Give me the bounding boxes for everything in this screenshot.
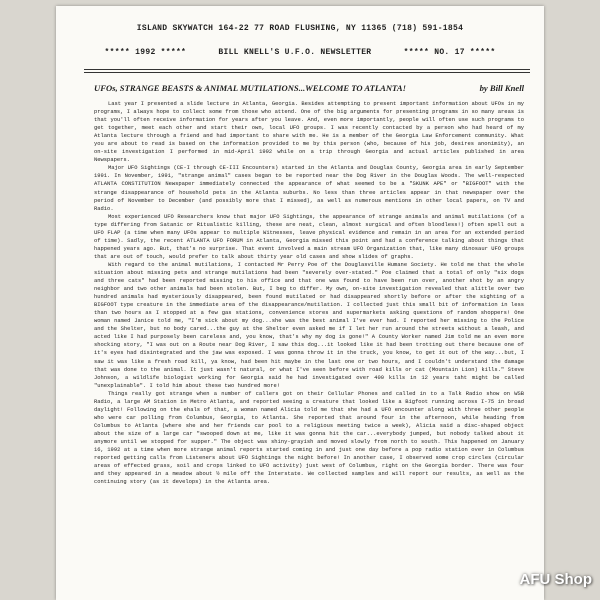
issue-field: ***** NO. 17 *****	[403, 48, 496, 57]
article-title-row	[94, 83, 524, 93]
article-byline: by Bill Knell	[479, 83, 524, 93]
header-divider-top	[84, 69, 530, 70]
article-paragraph: Things really got strange when a number of callers got on their Cellular Phones and called in to a Talk Radio show on WSB Radio, a large AM Station in Metro Atlanta, and reported seeing a creature that looked like a Bigfoot running across I-75 in broad daylight! Following on the ehals of that, a woman named Alicia told me that she had a UFO encounter along with three other people who were car polling from Columbus, Georgia, to Atlanta. She reported that around four in the afternoon, while heading from Columbus to Atlanta (where she and her friends car pool to a religious meeting twice a week), Alicia said a disc-shaped object about the size of a large car "swooped down at me, like it was gonna hit the car...everybody jumped, but nobody talked about it anymore until we stopped for supper." The object was shiny-grayish and moved slowly from north to south. This happened on January 16, 1992 at a time when more strange animal reports started coming in and just one day before a pop radio station over in Columbus reported getting calls from Listeners about UFO Sightings the night before! In another case, I observed some crop circles (circular areas of effected grass, soil and crops linked to UFO activity) just west of Columbus, right on the Georgia border. There was four and they appeared in a meadow about ½ mile off the Interstate. We collected samples and will report our results, as well as the continuing story (as it develops) in the Atlanta area.	[94, 389, 524, 486]
newsletter-title: BILL KNELL'S U.F.O. NEWSLETTER	[218, 48, 372, 57]
shop-watermark: AFU Shop	[519, 571, 592, 588]
article-title: UFOs, STRANGE BEASTS & ANIMAL MUTILATIONS...WELCOME TO ATLANTA!	[94, 83, 406, 93]
newsletter-page	[56, 6, 544, 600]
masthead-address: ISLAND SKYWATCH 164-22 77 ROAD FLUSHING, NY 11365 (718) 591-1854	[136, 24, 464, 33]
article-paragraph: Major UFO Sightings (CE-I through CE-III Encounters) started in the Atlanta and Douglas County, Georgia area in early September 1991. In November, 1991, "strange animal" cases began to be reported near the Dog River in the Douglas Woods. The well-respected ATLANTA CONSTITUTION Newspaper immediately connected the appearance of what seemed to be a "SKUNK APE" or "BIGFOOT" with the strange disappearance of household pets in the Atlanta suburbs. No less than three articles appear in that newspaper over the period of November to December (and possibly more that I missed), as well as numerous mentions in other local papers, on TV and Radio.	[94, 164, 524, 212]
year-field: ***** 1992 *****	[104, 48, 187, 57]
article-paragraph: With regard to the animal mutilations, I contacted Mr Perry Poe of the Douglasville Humane Society. He told me that the whole situation about missing pets and strange mutilations had been "severely over-stated." Poe claimed that a total of only "six dogs and three cats" had been reported missing to his office and that one was found to have been run over, another shot by an angry neighbor and two other animals had been stolen. But, I beg to differ. My own, on-site investigation revealed that alittle over two hundred animals had mysteriously disappeared, been found mutilated or had disappeared shortly before or after the sighting of a BIGFOOT type creature in the immediate area of the disappearance/mutilation. I collected just this small bit of information in less than two hours as I stopped at a few gas stations, convenience stores and supermarkets asking questions of random shoppers! One woman named Janice told me, "I'm sick about my dog...she was the best animal I've ever had. I reported her missing to the Police and the Shelter, but no body cared...the guy at the Shelter even asked me if I let her run around the streets without a leash, and acted like I had purposely been careless and, you know, that's why my dog is gone!" A County Worker named Jim told me an even more shocking story, "I was out on a Route near Dog River, I saw this dog...it looked like it had been trotting out there because one of it's eyes had disintegrated and the jaw was exposed. I was gonna throw it in the truck, you know, to get it out of the way...but, I saw it was like a fresh road kill, ya know, had been hit maybe in the last one or two hours, and I couldn't understand the damage that was done to the animal. It just wasn't natural, or what I've seen before with road kills or cat (Mountain Lion) kills." Steve Johnson, a wildlife biologist working for Georgia said he had investigated over 400 kills in 12 years taht might be called "unexplainable". I told him about these two hundred more!	[94, 260, 524, 389]
article-paragraph: Last year I presented a slide lecture in Atlanta, Georgia. Besides attempting to present important information about UFOs in my programs, I always hope to collect some from those who attend. One of the big arguments for presenting programs in so many areas is that you'll often receive information for years after you leave. And, even more importantly, people will often use such programs to get together, meet each other and start their own, local UFO groups. I was recently contacted by a person who had heard of my Atlanta lecture through a friend and had important to share with me. He is a member of the Georgia Law Enforcement community. What you are about to read is based on the information provided to me by this person (who, because of his job, desires anonimity), an on-site investigation I performed in mid-April 1992 while on a trip through Georgia and actual articles published in area Newspapers.	[94, 100, 524, 164]
header-divider-bottom	[84, 72, 530, 73]
article-paragraph: Most experienced UFO Researchers know that major UFO Sightings, the appearance of strange animals and animal mutilations (of a type differing from Satanic or Ritualistic killing, these are neat, clean, almost surgical and often bloodless!) often spell out a UFO FLAP (a time when many UFOs appear to multiple Witnesses, leave physical evidence and remain in an area for an extended period of time). Sadly, the recent ATLANTA UFO FORUM in Atlanta, Georgia missed this point and had a conference talking about things that happened years ago. But, that's no surprise. That event involved a main stream UFO Organization that, like many dinosaur UFO groups that are out of touch, would prefer to talk about thirty year old cases and show slides of graphs.	[94, 212, 524, 260]
masthead-title-row	[56, 48, 544, 57]
article-body	[94, 100, 524, 486]
